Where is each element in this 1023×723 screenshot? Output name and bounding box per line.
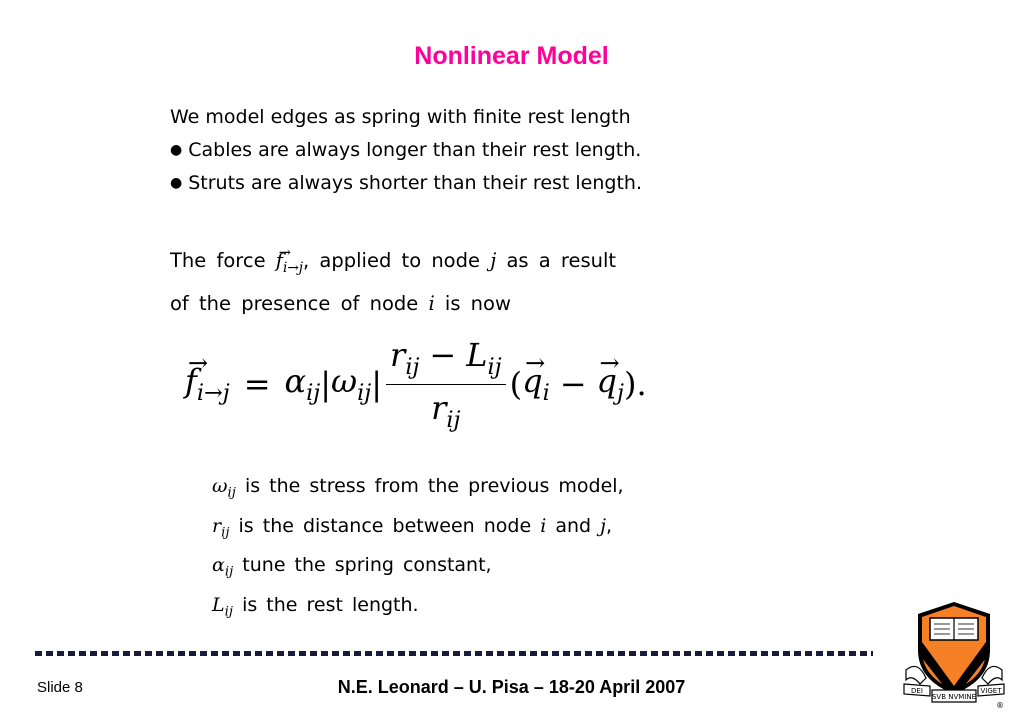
equation-fraction: $\frac{r_{ij} - L_{ij}}{r_{ij}}$ [386, 336, 506, 433]
bullet-icon: ● [170, 175, 183, 191]
svg-text:VIGET: VIGET [980, 687, 1002, 695]
svg-text:SVB NVMINE: SVB NVMINE [931, 693, 977, 701]
bullet-item-struts: ● Struts are always shorter than their rest length. [170, 172, 642, 194]
definition-L: $L_{ij}$ is the rest length. [212, 593, 419, 620]
bullet-item-cables: ● Cables are always longer than their rest length. [170, 139, 642, 161]
footer-divider [35, 651, 873, 656]
intro-line: We model edges as spring with finite rest length [170, 106, 631, 128]
force-paragraph: The force → $f_{i\to j}$, applied to node j as a result of the presence of node i is now [170, 243, 616, 322]
registered-mark: ® [996, 701, 1004, 710]
force-equation: → $f_{i\to j}$ = $\alpha_{ij}$ | $\omega_{ij}$ | $\frac{r_{ij} - L_{ij}}{r_{ij}}$ ( → $q_i$ − → $q_j$ ). [185, 338, 647, 430]
force-symbol: → $f_{i\to j}$ [276, 249, 303, 272]
definition-r: $r_{ij}$ is the distance between node i and j, [212, 514, 613, 541]
definition-alpha: $\alpha_{ij}$ tune the spring constant, [212, 554, 492, 580]
bullet-icon: ● [170, 142, 183, 158]
intro-block [170, 101, 642, 200]
slide-title: Nonlinear Model [414, 42, 609, 70]
svg-text:DEI: DEI [911, 687, 923, 695]
slide-number: Slide 8 [37, 679, 83, 696]
footer-citation: N.E. Leonard – U. Pisa – 18-20 April 2007 [337, 677, 686, 697]
symbol-definitions [212, 470, 624, 629]
definition-omega: $\omega_{ij}$ is the stress from the previous model, [212, 475, 624, 501]
princeton-shield-logo [900, 598, 1008, 710]
